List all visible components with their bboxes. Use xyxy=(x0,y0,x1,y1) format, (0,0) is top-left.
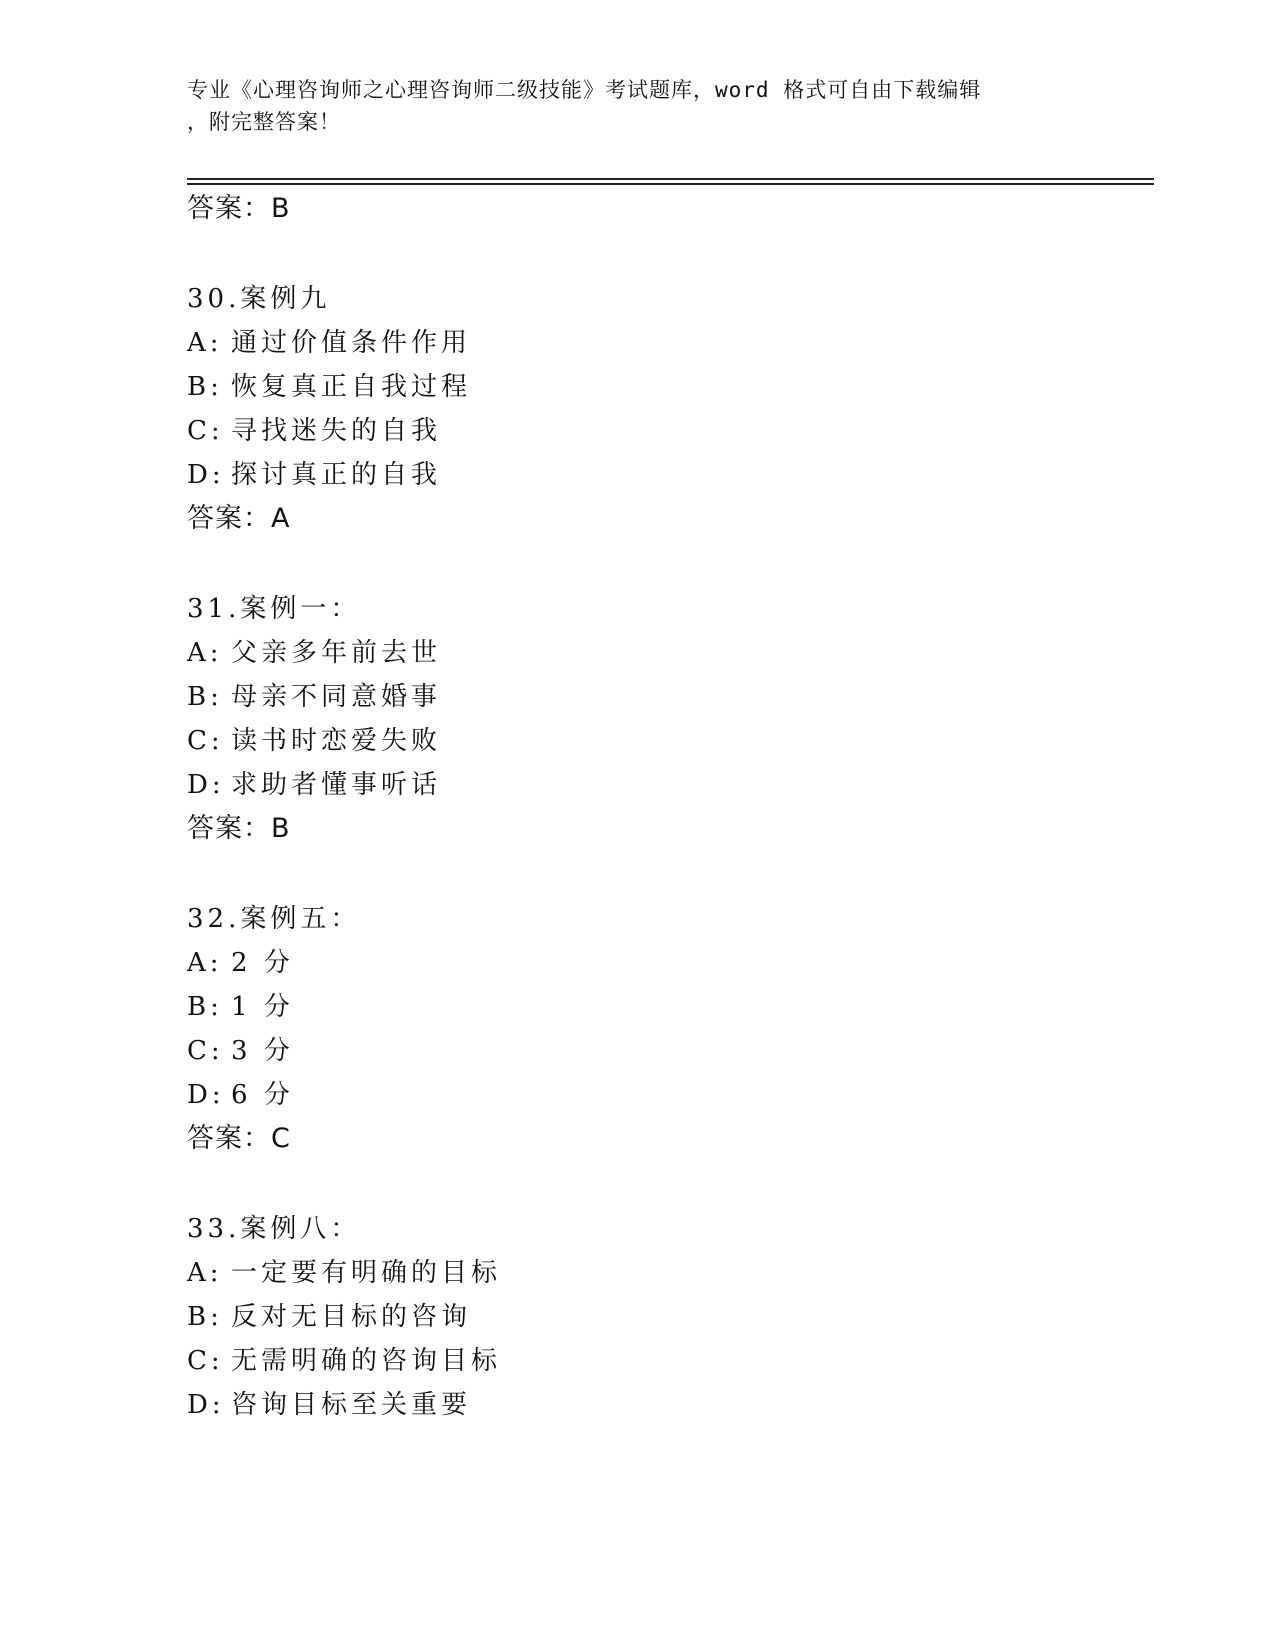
option-a xyxy=(187,325,471,361)
option-d xyxy=(187,1387,471,1423)
question-title: 31.案例一： xyxy=(187,594,361,624)
answer-line: 答案：C xyxy=(187,1123,291,1154)
option-c xyxy=(187,1033,294,1069)
option-key: C: xyxy=(187,1036,224,1066)
answer-line: 答案：B xyxy=(187,813,291,844)
answer-line: 答案：B xyxy=(187,193,291,224)
option-text: 寻找迷失的自我 xyxy=(231,416,442,446)
option-text: 反对无目标的咨询 xyxy=(231,1302,472,1332)
option-key: A: xyxy=(187,328,223,358)
option-text: 1 分 xyxy=(231,992,294,1022)
option-c xyxy=(187,1343,501,1379)
option-key: A: xyxy=(187,1258,223,1288)
option-key: D: xyxy=(187,1390,225,1420)
option-text: 3 分 xyxy=(231,1036,294,1066)
option-key: A: xyxy=(187,948,223,978)
option-text: 恢复真正自我过程 xyxy=(231,372,472,402)
header-title-line2: ，附完整答案！ xyxy=(187,110,341,134)
option-a xyxy=(187,1255,501,1291)
option-b xyxy=(187,679,441,715)
question-title: 32.案例五： xyxy=(187,904,361,934)
option-a xyxy=(187,635,441,671)
option-b xyxy=(187,369,471,405)
option-text: 读书时恋爱失败 xyxy=(231,726,442,756)
option-text: 探讨真正的自我 xyxy=(231,460,442,490)
option-key: B: xyxy=(187,1302,223,1332)
header-title-line1: 专业《心理咨询师之心理咨询师二级技能》考试题库，word 格式可自由下载编辑 xyxy=(187,78,982,102)
option-c xyxy=(187,723,441,759)
option-key: A: xyxy=(187,638,223,668)
option-key: C: xyxy=(187,726,224,756)
option-text: 父亲多年前去世 xyxy=(231,638,442,668)
option-text: 母亲不同意婚事 xyxy=(231,682,442,712)
page-header xyxy=(187,74,1067,138)
option-d xyxy=(187,767,441,803)
option-text: 求助者懂事听话 xyxy=(231,770,442,800)
option-a xyxy=(187,945,294,981)
option-text: 6 分 xyxy=(231,1080,294,1110)
option-text: 通过价值条件作用 xyxy=(231,328,472,358)
option-key: D: xyxy=(187,460,225,490)
option-d xyxy=(187,1077,294,1113)
option-key: C: xyxy=(187,1346,224,1376)
option-key: D: xyxy=(187,770,225,800)
answer-line: 答案：A xyxy=(187,503,291,534)
option-text: 咨询目标至关重要 xyxy=(231,1390,472,1420)
question-title: 30.案例九 xyxy=(187,284,331,314)
option-key: B: xyxy=(187,682,223,712)
option-text: 一定要有明确的目标 xyxy=(231,1258,502,1288)
option-b xyxy=(187,989,294,1025)
option-key: D: xyxy=(187,1080,225,1110)
option-c xyxy=(187,413,441,449)
option-key: B: xyxy=(187,992,223,1022)
question-title: 33.案例八： xyxy=(187,1214,361,1244)
option-key: B: xyxy=(187,372,223,402)
header-divider-bottom xyxy=(187,183,1154,185)
option-key: C: xyxy=(187,416,224,446)
option-text: 2 分 xyxy=(231,948,294,978)
header-divider-top xyxy=(187,178,1154,180)
option-b xyxy=(187,1299,471,1335)
option-text: 无需明确的咨询目标 xyxy=(231,1346,502,1376)
option-d xyxy=(187,457,441,493)
